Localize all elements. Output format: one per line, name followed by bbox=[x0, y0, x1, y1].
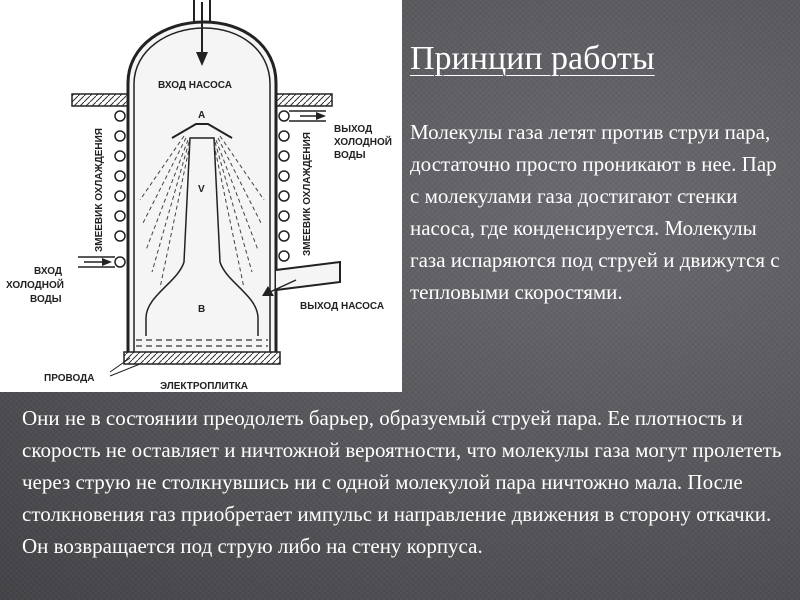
label-zone-a: A bbox=[198, 110, 206, 121]
paragraph-1: Молекулы газа летят против струи пара, достаточно просто проникают в нее. Пар с молекулами газа достигают стенки насоса, где конденсируется. Молекулы газа испаряются под струей и движутся с тепловыми скоростями. bbox=[410, 120, 780, 304]
left-flange bbox=[72, 94, 128, 106]
wires-line bbox=[110, 364, 140, 376]
label-cold-water-in-1: ВХОД bbox=[34, 266, 63, 277]
label-heater: ЭЛЕКТРОПЛИТКА bbox=[160, 381, 249, 392]
label-zone-v: V bbox=[198, 184, 205, 195]
label-zone-b: B bbox=[198, 304, 206, 315]
cooling-coil-right bbox=[279, 111, 289, 261]
pump-outlet-pipe bbox=[276, 262, 340, 290]
label-pump-inlet: ВХОД НАСОСА bbox=[158, 80, 232, 91]
paragraph-2: Они не в состоянии преодолеть барьер, образуемый струей пара. Ее плотность и скорость не оставляет и ничтожной вероятности, что молекулы газа могут пролететь через струю не столкнувшись ни с одной молекулой пара ничтожно мала. После столкновения газ приобретает импульс и направление движения в сторону откачки. Он возвращается под струю либо на стену корпуса. bbox=[22, 406, 782, 558]
diffusion-pump-diagram bbox=[0, 0, 402, 392]
label-pump-outlet: ВЫХОД НАСОСА bbox=[300, 301, 385, 312]
cold-water-out-arrow-icon bbox=[316, 112, 326, 120]
heater-plate bbox=[124, 352, 280, 364]
cold-water-in-arrow-icon bbox=[102, 258, 112, 266]
wires-line-2 bbox=[110, 358, 130, 372]
label-wires: ПРОВОДА bbox=[44, 373, 95, 384]
right-flange bbox=[276, 94, 332, 106]
label-cold-water-out-1: ВЫХОД bbox=[334, 124, 373, 135]
label-cold-water-out-3: ВОДЫ bbox=[334, 150, 366, 161]
cooling-coil-left bbox=[115, 111, 125, 267]
label-coil-left: ЗМЕЕВИК ОХЛАЖДЕНИЯ bbox=[94, 128, 105, 252]
label-coil-right: ЗМЕЕВИК ОХЛАЖДЕНИЯ bbox=[302, 132, 313, 256]
slide-title: Принцип работы bbox=[410, 40, 655, 77]
diagram-svg bbox=[0, 0, 402, 392]
label-cold-water-in-3: ВОДЫ bbox=[30, 294, 62, 305]
label-cold-water-in-2: ХОЛОДНОЙ bbox=[6, 280, 64, 291]
label-cold-water-out-2: ХОЛОДНОЙ bbox=[334, 137, 392, 148]
